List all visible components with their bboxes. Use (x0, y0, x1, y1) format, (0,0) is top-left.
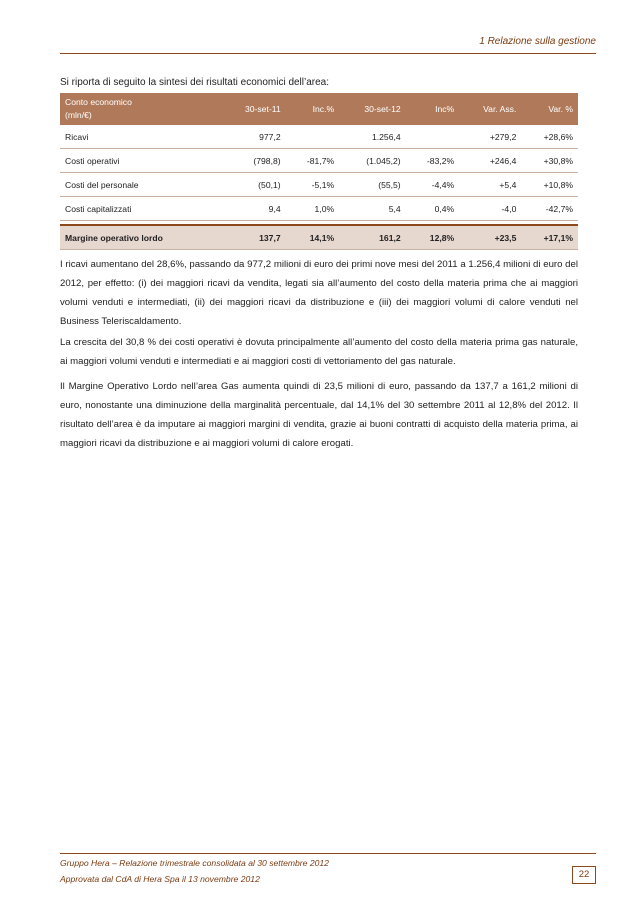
table-cell: -81,7% (286, 149, 340, 173)
paragraph-costi-operativi: La crescita del 30,8 % dei costi operativi è dovuta principalmente all’aumento del costo della materia prima gas naturale, ai maggiori volumi venduti e intermediati e ai maggiori costi di vettoriamento del gas naturale. (60, 337, 578, 367)
header-cell-conto (60, 93, 220, 125)
row-label: Costi operativi (60, 149, 220, 173)
results-table (60, 93, 578, 250)
column-header: Inc% (406, 93, 460, 125)
total-cell: +17,1% (521, 225, 578, 250)
table-cell: +246,4 (459, 149, 521, 173)
table-cell: (1.045,2) (339, 149, 406, 173)
header-rule (60, 53, 596, 54)
column-header: Var. Ass. (459, 93, 521, 125)
footer-rule (60, 853, 596, 854)
table-row (60, 125, 578, 149)
table-total-row (60, 225, 578, 250)
total-cell: 137,7 (220, 225, 286, 250)
table-cell: 1,0% (286, 197, 340, 221)
column-header: Inc.% (286, 93, 340, 125)
table-cell: -83,2% (406, 149, 460, 173)
row-label: Ricavi (60, 125, 220, 149)
table-cell: 1.256,4 (339, 125, 406, 149)
table-cell: +30,8% (521, 149, 578, 173)
table-cell: 5,4 (339, 197, 406, 221)
table-cell: +5,4 (459, 173, 521, 197)
table-row (60, 173, 578, 197)
paragraph-ricavi: I ricavi aumentano del 28,6%, passando da 977,2 milioni di euro dei primi nove mesi del 2011 a 1.256,4 milioni di euro del 2012, per effetto: (i) dei maggiori ricavi da vendita, legati sia all’aumento del costo della materia prima che ai maggiori volumi venduti e intermediati, (ii) dei maggiori ricavi da distribuzione e (iii) dei maggiori volumi di calore venduti nel Business Teleriscaldamento. (60, 259, 578, 327)
table-cell: (798,8) (220, 149, 286, 173)
footer-approval-note: Approvata dal CdA di Hera Spa il 13 novembre 2012 (60, 874, 260, 884)
table-cell: +28,6% (521, 125, 578, 149)
column-header: 30-set-11 (220, 93, 286, 125)
total-cell: 14,1% (286, 225, 340, 250)
running-header: 1 Relazione sulla gestione (479, 36, 596, 47)
table-cell: (55,5) (339, 173, 406, 197)
header-label-line2: (mln/€) (65, 110, 92, 120)
total-cell: +23,5 (459, 225, 521, 250)
row-label: Costi del personale (60, 173, 220, 197)
column-header: 30-set-12 (339, 93, 406, 125)
intro-text: Si riporta di seguito la sintesi dei risultati economici dell’area: (60, 77, 330, 88)
total-cell: 12,8% (406, 225, 460, 250)
table-cell: 9,4 (220, 197, 286, 221)
table-row (60, 197, 578, 221)
table-cell: +279,2 (459, 125, 521, 149)
page-number: 22 (572, 866, 596, 884)
total-label: Margine operativo lordo (60, 225, 220, 250)
table-cell (406, 125, 460, 149)
table-cell: -4,0 (459, 197, 521, 221)
table-header-row (60, 93, 578, 125)
table-cell: 0,4% (406, 197, 460, 221)
table-cell: 977,2 (220, 125, 286, 149)
table-cell: (50,1) (220, 173, 286, 197)
row-label: Costi capitalizzati (60, 197, 220, 221)
column-header: Var. % (521, 93, 578, 125)
table-cell: +10,8% (521, 173, 578, 197)
header-label-line1: Conto economico (65, 97, 132, 107)
table-row (60, 149, 578, 173)
footer-report-title: Gruppo Hera – Relazione trimestrale consolidata al 30 settembre 2012 (60, 858, 329, 868)
table-cell: -42,7% (521, 197, 578, 221)
table-cell: -5,1% (286, 173, 340, 197)
table-cell (286, 125, 340, 149)
total-cell: 161,2 (339, 225, 406, 250)
paragraph-margine-operativo: Il Margine Operativo Lordo nell’area Gas aumenta quindi di 23,5 milioni di euro, passando da 137,7 a 161,2 milioni di euro, nonostante una diminuzione della marginalità percentuale, dal 14,1% del 30 settembre 2011 al 12,8% del 2012. Il risultato dell’area è da imputare ai maggiori margini di vendita, grazie ai buoni contratti di acquisto della materia prima, ai maggiori ricavi da distribuzione e ai maggiori volumi di calore erogati. (60, 381, 578, 449)
table-cell: -4,4% (406, 173, 460, 197)
